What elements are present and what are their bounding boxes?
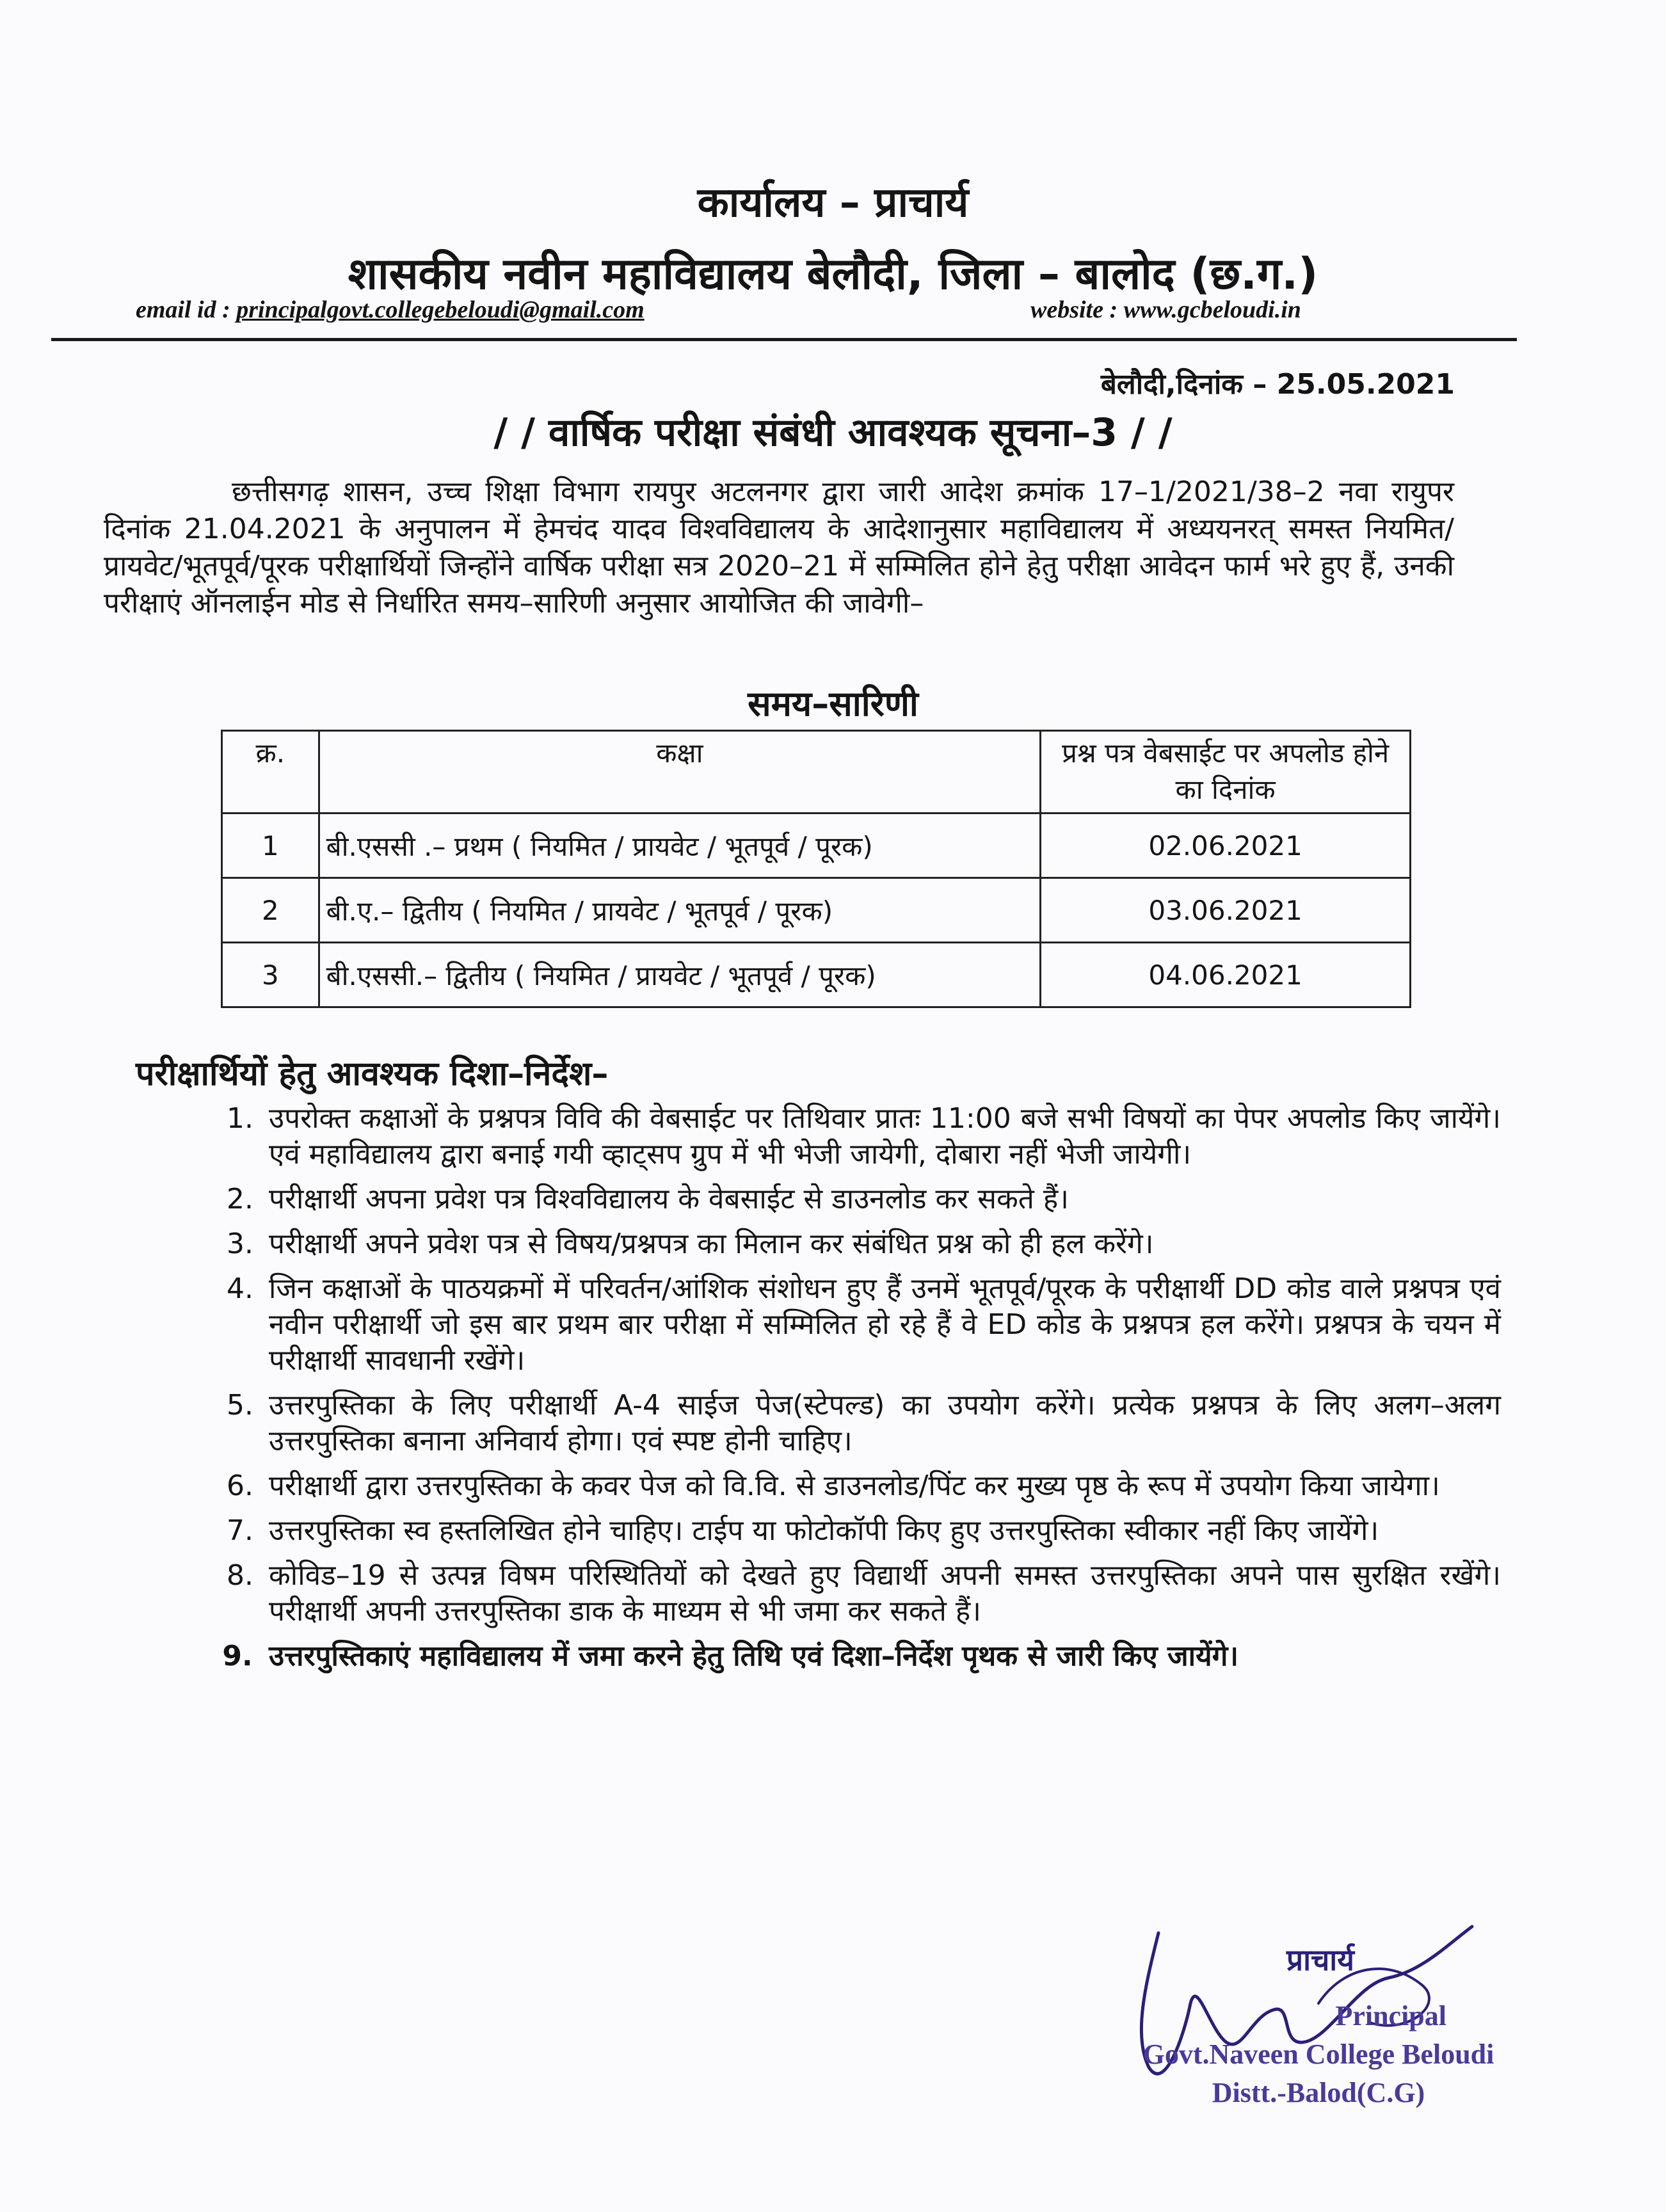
intro-paragraph <box>104 474 1454 622</box>
list-item: 6. परीक्षार्थी द्वारा उत्तरपुस्तिका के कवर पेज को वि.वि. से डाउनलोड/पिंट कर मुख्य पृष्ठ के रूप में उपयोग किया जायेगा। <box>262 1468 1501 1504</box>
schedule-header-row <box>222 731 1411 813</box>
stamp-title: Principal <box>1335 2000 1446 2032</box>
header-sn: क्र. <box>222 731 319 813</box>
list-item: 1. उपरोक्त कक्षाओं के प्रश्नपत्र विवि की वेबसाईट पर तिथिवार प्रातः 11:00 बजे सभी विषयों का पेपर अपलोड किए जायेंगे। एवं महाविद्यालय द्वारा बनाई गयी व्हाट्सप ग्रुप में भी भेजी जायेगी, दोबारा नहीं भेजी जायेगी। <box>262 1101 1501 1173</box>
header-divider <box>51 338 1517 341</box>
row-class: बी.एससी .– प्रथम ( नियमित / प्रायवेट / भूतपूर्व / पूरक) <box>319 813 1041 878</box>
list-item: 8. कोविड–19 से उत्पन्न विषम परिस्थितियों को देखते हुए विद्यार्थी अपनी समस्त उत्तरपुस्तिका अपने पास सुरक्षित रखेंगे। परीक्षार्थी अपनी उत्तरपुस्तिका डाक के माध्यम से भी जमा कर सकते हैं। <box>262 1558 1501 1630</box>
row-class: बी.ए.– द्वितीय ( नियमित / प्रायवेट / भूतपूर्व / पूरक) <box>319 878 1041 943</box>
instructions-title: परीक्षार्थियों हेतु आवश्यक दिशा–निर्देश– <box>136 1055 609 1093</box>
instructions-list <box>218 1101 1501 1683</box>
stamp-district: Distt.-Balod(C.G) <box>1212 2077 1425 2108</box>
email-label: email id : <box>136 296 230 323</box>
email-line <box>136 296 645 324</box>
table-row <box>222 813 1411 878</box>
signature-label: प्राचार्य <box>1286 1943 1354 1977</box>
row-date: 04.06.2021 <box>1041 943 1411 1007</box>
email-link[interactable]: principalgovt.collegebeloudi@gmail.com <box>236 296 645 323</box>
row-date: 02.06.2021 <box>1041 813 1411 878</box>
list-item: 7. उत्तरपुस्तिका स्व हस्तलिखित होने चाहिए। टाईप या फोटोकॉपी किए हुए उत्तरपुस्तिका स्वीकार नहीं किए जायेंगे। <box>262 1513 1501 1549</box>
list-item: 9. उत्तरपुस्तिकाएं महाविद्यालय में जमा करने हेतु तिथि एवं दिशा–निर्देश पृथक से जारी किए जायेंगे। <box>262 1639 1501 1674</box>
header-class: कक्षा <box>319 731 1041 813</box>
row-sn: 3 <box>222 943 319 1007</box>
list-item: 5. उत्तरपुस्तिका के लिए परीक्षार्थी A-4 साईज पेज(स्टेपल्ड) का उपयोग करेंगे। प्रत्येक प्रश्नपत्र के लिए अलग–अलग उत्तरपुस्तिका बनाना अनिवार्य होगा। एवं स्पष्ट होनी चाहिए। <box>262 1388 1501 1459</box>
header-date: प्रश्न पत्र वेबसाईट पर अपलोड होने का दिनांक <box>1041 731 1411 813</box>
stamp-college: Govt.Naveen College Beloudi <box>1142 2039 1494 2070</box>
schedule-title: समय–सारिणी <box>748 684 918 724</box>
notice-title: / / वार्षिक परीक्षा संबंधी आवश्यक सूचना–3 / / <box>493 410 1173 455</box>
table-row <box>222 943 1411 1007</box>
college-heading: शासकीय नवीन महाविद्यालय बेलौदी, जिला – बालोद (छ.ग.) <box>348 249 1318 300</box>
row-sn: 2 <box>222 878 319 943</box>
schedule-table <box>221 730 1411 1008</box>
list-item: 4. जिन कक्षाओं के पाठयक्रमों में परिवर्तन/आंशिक संशोधन हुए हैं उनमें भूतपूर्व/पूरक के परीक्षार्थी DD कोड वाले प्रश्नपत्र एवं नवीन परीक्षार्थी जो इस बार प्रथम बार परीक्षा में सम्मिलित हो रहे हैं वे ED कोड के प्रश्नपत्र हल करेंगे। प्रश्नपत्र के चयन में परीक्षार्थी सावधानी रखेंगे। <box>262 1271 1501 1379</box>
row-date: 03.06.2021 <box>1041 878 1411 943</box>
principal-stamp <box>1114 1997 1523 2112</box>
office-heading: कार्यालय – प्राचार्य <box>697 179 969 227</box>
row-sn: 1 <box>222 813 319 878</box>
row-class: बी.एससी.– द्वितीय ( नियमित / प्रायवेट / भूतपूर्व / पूरक) <box>319 943 1041 1007</box>
table-row <box>222 878 1411 943</box>
website-text: website : www.gcbeloudi.in <box>1030 296 1301 323</box>
list-item: 3. परीक्षार्थी अपने प्रवेश पत्र से विषय/प्रश्नपत्र का मिलान कर संबंधित प्रश्न को ही हल करेंगे। <box>262 1226 1501 1262</box>
date-line: बेलौदी,दिनांक – 25.05.2021 <box>1100 368 1455 401</box>
intro-text: छत्तीसगढ़ शासन, उच्च शिक्षा विभाग रायपुर अटलनगर द्वारा जारी आदेश क्रमांक 17–1/2021/38–2 नवा रायुपर दिनांक 21.04.2021 के अनुपालन में हेमचंद यादव विश्वविद्यालय के आदेशानुसार महाविद्यालय में अध्ययनरत् समस्त नियमित/प्रायवेट/भूतपूर्व/पूरक परीक्षार्थियों जिन्होंने वार्षिक परीक्षा सत्र 2020–21 में सम्मिलित होने हेतु परीक्षा आवेदन फार्म भरे हुए हैं, उनकी परीक्षाएं ऑनलाईन मोड से निर्धारित समय–सारिणी अनुसार आयोजित की जावेगी– <box>104 476 1454 620</box>
list-item: 2. परीक्षार्थी अपना प्रवेश पत्र विश्वविद्यालय के वेबसाईट से डाउनलोड कर सकते हैं। <box>262 1182 1501 1217</box>
